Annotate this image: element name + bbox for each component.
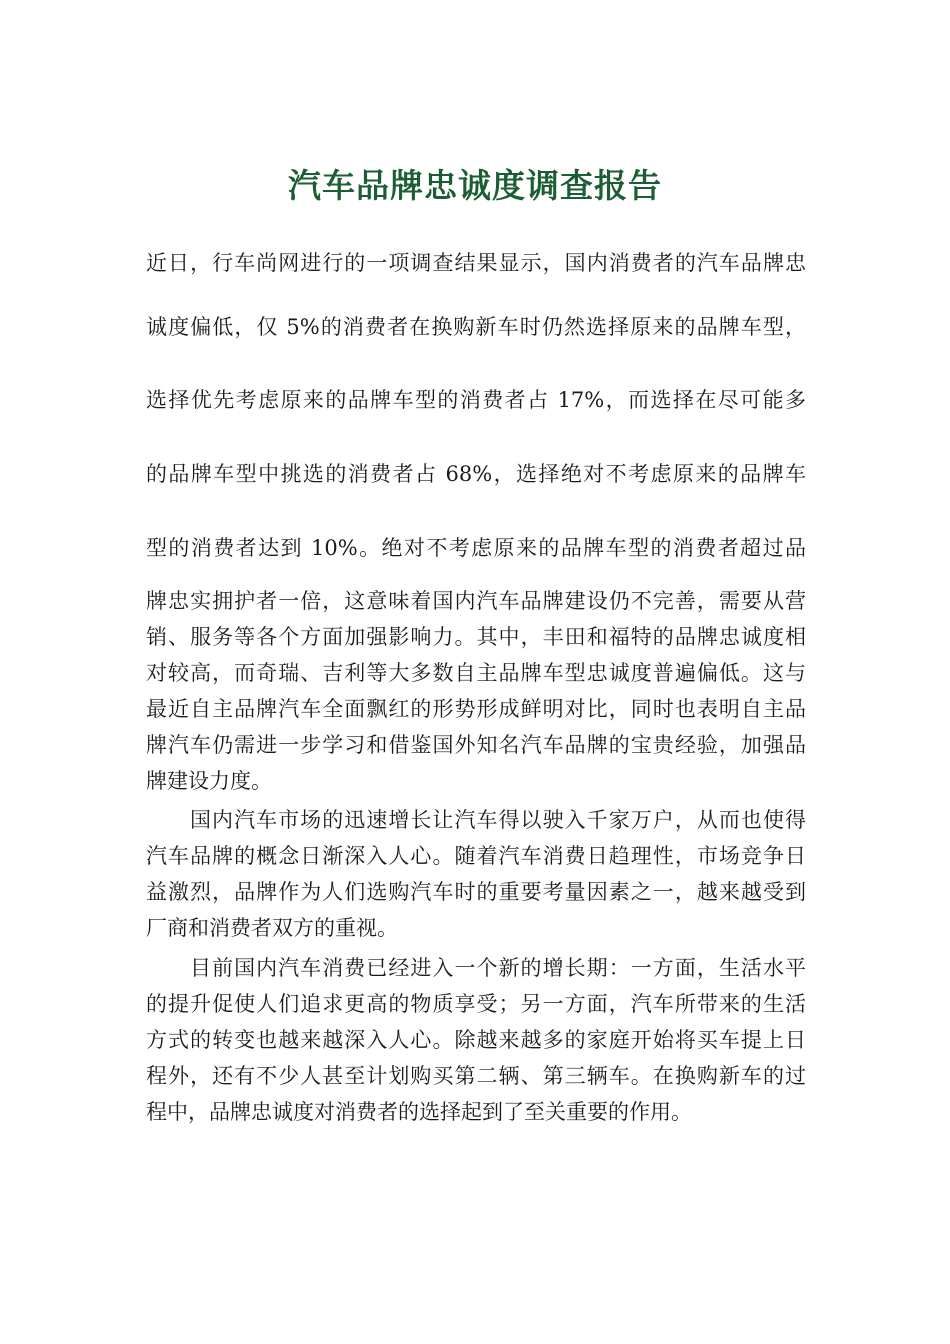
- paragraph1-line: 型的消费者达到 10%。绝对不考虑原来的品牌车型的消费者超过品: [146, 536, 806, 560]
- paragraph1-line: 的品牌车型中挑选的消费者占 68%，选择绝对不考虑原来的品牌车: [146, 462, 806, 486]
- paragraph2-line: 厂商和消费者双方的重视。: [146, 916, 398, 940]
- document-title: 汽车品牌忠诚度调查报告: [288, 166, 662, 205]
- paragraph3-line: 的提升促使人们追求更高的物质享受；另一方面，汽车所带来的生活: [146, 992, 806, 1016]
- paragraph1-line: 牌忠实拥护者一倍，这意味着国内汽车品牌建设仍不完善，需要从营: [146, 589, 806, 613]
- paragraph1-line: 近日，行车尚网进行的一项调查结果显示，国内消费者的汽车品牌忠: [146, 251, 806, 275]
- paragraph1-line: 诚度偏低，仅 5%的消费者在换购新车时仍然选择原来的品牌车型，: [146, 315, 806, 339]
- paragraph2-line: 益激烈，品牌作为人们选购汽车时的重要考量因素之一，越来越受到: [146, 880, 806, 904]
- paragraph3-line: 程中，品牌忠诚度对消费者的选择起到了至关重要的作用。: [146, 1100, 692, 1124]
- paragraph1-line: 牌汽车仍需进一步学习和借鉴国外知名汽车品牌的宝贵经验，加强品: [146, 733, 806, 757]
- paragraph1-line: 对较高，而奇瑞、吉利等大多数自主品牌车型忠诚度普遍偏低。这与: [146, 661, 806, 685]
- paragraph3-line: 程外，还有不少人甚至计划购买第二辆、第三辆车。在换购新车的过: [146, 1064, 806, 1088]
- paragraph1-line: 最近自主品牌汽车全面飘红的形势形成鲜明对比，同时也表明自主品: [146, 697, 806, 721]
- paragraph1-line: 选择优先考虑原来的品牌车型的消费者占 17%，而选择在尽可能多: [146, 388, 806, 412]
- paragraph3-line: 目前国内汽车消费已经进入一个新的增长期：一方面，生活水平: [190, 956, 806, 980]
- paragraph1-line: 销、服务等各个方面加强影响力。其中，丰田和福特的品牌忠诚度相: [146, 625, 806, 649]
- paragraph3-line: 方式的转变也越来越深入人心。除越来越多的家庭开始将买车提上日: [146, 1028, 806, 1052]
- paragraph2-line: 汽车品牌的概念日渐深入人心。随着汽车消费日趋理性，市场竞争日: [146, 844, 806, 868]
- paragraph2-line: 国内汽车市场的迅速增长让汽车得以驶入千家万户，从而也使得: [190, 808, 806, 832]
- paragraph1-line: 牌建设力度。: [146, 769, 272, 793]
